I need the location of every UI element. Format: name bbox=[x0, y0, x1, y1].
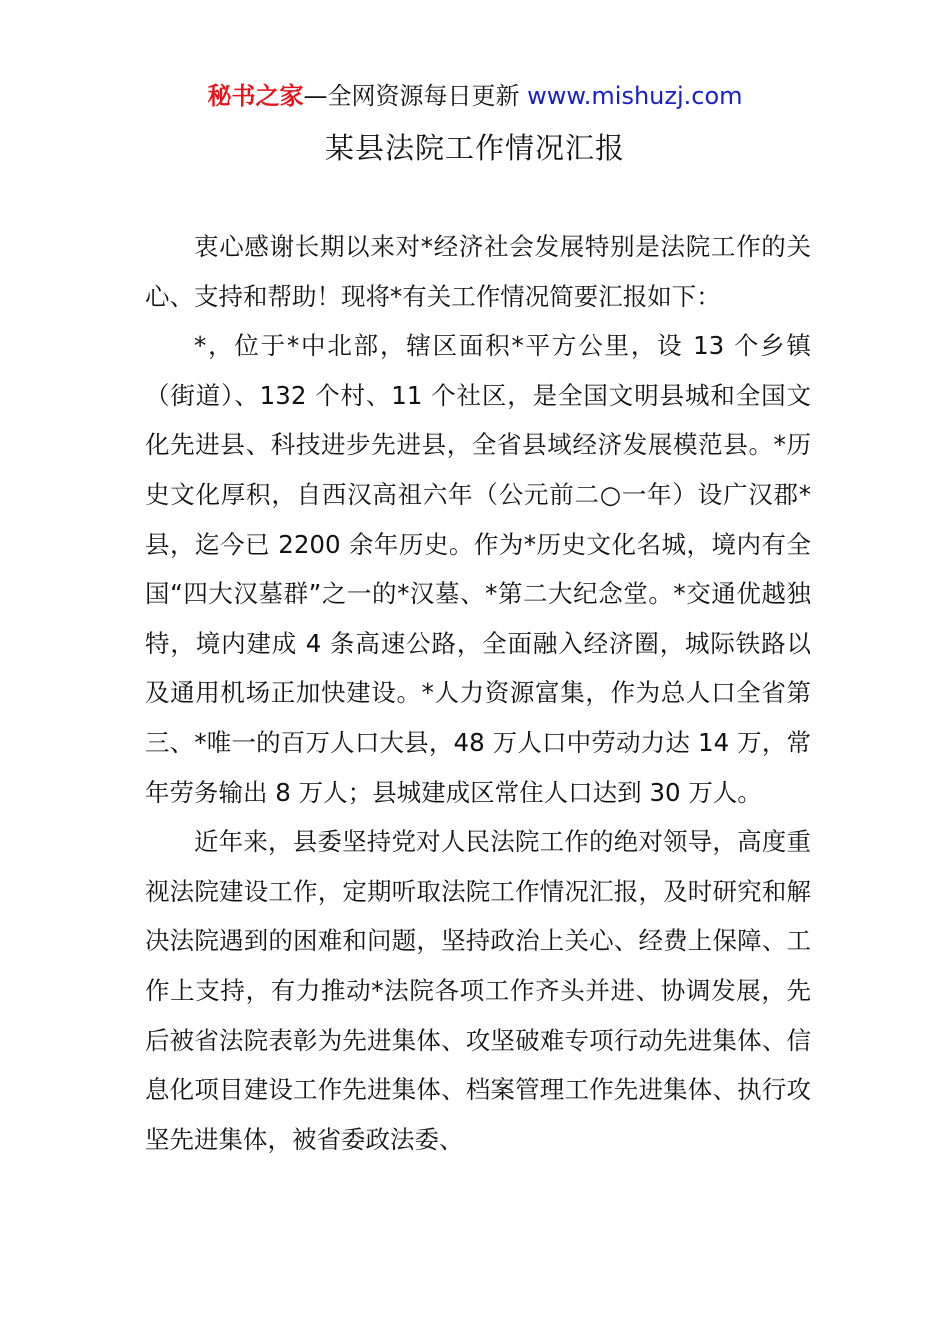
document-body bbox=[145, 222, 811, 1164]
document-title: 某县法院工作情况汇报 bbox=[324, 131, 625, 165]
paragraph-county-overview: *，位于*中北部，辖区面积*平方公里，设 13 个乡镇（街道）、132 个村、11 个社区，是全国文明县城和全国文化先进县、科技进步先进县，全省县域经济发展模范县。*历史文化厚积，自西汉高祖六年（公元前二○一年）设广汉郡*县，迄今已 2200 余年历史。作为*历史文化名城，境内有全国“四大汉墓群”之一的*汉墓、*第二大纪念堂。*交通优越独特，境内建成 4 条高速公路，全面融入经济圈，城际铁路以及通用机场正加快建设。*人力资源富集，作为总人口全省第三、*唯一的百万人口大县，48 万人口中劳动力达 14 万，常年劳务输出 8 万人；县城建成区常住人口达到 30 万人。 bbox=[145, 331, 811, 807]
site-header bbox=[0, 80, 950, 112]
site-url-link[interactable]: www.mishuzj.com bbox=[527, 82, 743, 110]
paragraph-intro: 衷心感谢长期以来对*经济社会发展特别是法院工作的关心、支持和帮助！现将*有关工作情况简要汇报如下： bbox=[145, 232, 811, 311]
paragraph-court-work: 近年来，县委坚持党对人民法院工作的绝对领导，高度重视法院建设工作，定期听取法院工作情况汇报，及时研究和解决法院遇到的困难和问题，坚持政治上关心、经费上保障、工作上支持，有力推动*法院各项工作齐头并进、协调发展，先后被省法院表彰为先进集体、攻坚破难专项行动先进集体、信息化项目建设工作先进集体、档案管理工作先进集体、执行攻坚先进集体，被省委政法委、 bbox=[145, 827, 811, 1154]
header-tagline: —全网资源每日更新 bbox=[303, 82, 520, 110]
brand-name: 秘书之家 bbox=[207, 82, 304, 110]
